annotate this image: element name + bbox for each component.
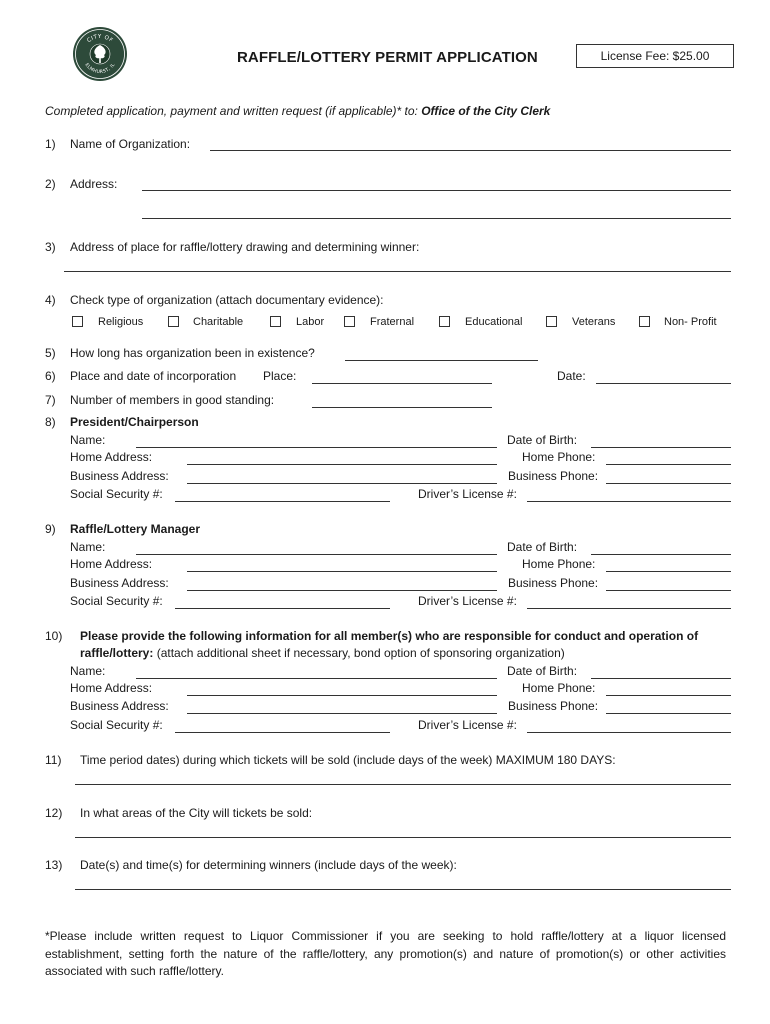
- q8-number: 8): [45, 415, 56, 429]
- q8-dob-label: Date of Birth:: [507, 433, 578, 447]
- option-veterans-label: Veterans: [572, 316, 616, 328]
- member-ssn-field[interactable]: [175, 732, 390, 733]
- q2-label: Address:: [70, 177, 118, 191]
- member-license-field[interactable]: [527, 732, 731, 733]
- city-seal-logo: [72, 26, 128, 82]
- president-home-address-field[interactable]: [187, 464, 497, 465]
- q9-name-label: Name:: [70, 540, 106, 554]
- option-educational-label: Educational: [465, 316, 523, 328]
- checkbox-fraternal[interactable]: [344, 316, 355, 327]
- president-business-phone-field[interactable]: [606, 483, 731, 484]
- manager-license-field[interactable]: [527, 608, 731, 609]
- page-title: RAFFLE/LOTTERY PERMIT APPLICATION: [237, 49, 538, 66]
- address-field-line-2[interactable]: [142, 218, 731, 219]
- option-charitable-label: Charitable: [193, 316, 244, 328]
- q8-license-label: Driver’s License #:: [418, 487, 517, 501]
- manager-business-address-field[interactable]: [187, 590, 497, 591]
- ticket-sale-dates-field[interactable]: [75, 784, 731, 785]
- checkbox-educational[interactable]: [439, 316, 450, 327]
- years-in-existence-field[interactable]: [345, 360, 538, 361]
- q6-label: Place and date of incorporation: [70, 369, 237, 383]
- q10-home-address-label: Home Address:: [70, 681, 153, 695]
- seal-emblem: [72, 26, 128, 82]
- q8-business-address-label: Business Address:: [70, 469, 169, 483]
- q9-home-phone-label: Home Phone:: [522, 557, 596, 571]
- q11-number: 11): [45, 753, 62, 767]
- president-business-address-field[interactable]: [187, 483, 497, 484]
- license-fee-box: License Fee: $25.00: [576, 44, 734, 68]
- q10-name-label: Name:: [70, 664, 106, 678]
- option-fraternal-label: Fraternal: [370, 316, 415, 328]
- checkbox-charitable[interactable]: [168, 316, 179, 327]
- q11-label: Time period dates) during which tickets will be sold (include days of the week) MAXIMUM 180 DAYS:: [80, 753, 616, 767]
- q4-number: 4): [45, 293, 56, 307]
- manager-ssn-field[interactable]: [175, 608, 390, 609]
- q9-license-label: Driver’s License #:: [418, 594, 517, 608]
- q8-home-address-label: Home Address:: [70, 450, 153, 464]
- q8-home-phone-label: Home Phone:: [522, 450, 596, 464]
- q13-label: Date(s) and time(s) for determining winners (include days of the week):: [80, 858, 457, 872]
- q8-name-label: Name:: [70, 433, 106, 447]
- q10-business-address-label: Business Address:: [70, 699, 169, 713]
- q3-number: 3): [45, 240, 56, 254]
- q9-heading: Raffle/Lottery Manager: [70, 522, 201, 536]
- q5-number: 5): [45, 346, 56, 360]
- member-home-address-field[interactable]: [187, 695, 497, 696]
- q7-number: 7): [45, 393, 56, 407]
- q9-number: 9): [45, 522, 56, 536]
- svg-text:CITY OF: CITY OF: [86, 33, 114, 45]
- manager-home-phone-field[interactable]: [606, 571, 731, 572]
- address-field-line-1[interactable]: [142, 190, 731, 191]
- q12-label: In what areas of the City will tickets be sold:: [80, 806, 313, 820]
- members-count-field[interactable]: [312, 407, 492, 408]
- incorporation-place-field[interactable]: [312, 383, 492, 384]
- checkbox-non-profit[interactable]: [639, 316, 650, 327]
- q9-business-address-label: Business Address:: [70, 576, 169, 590]
- organization-name-field[interactable]: [210, 150, 731, 151]
- checkbox-religious[interactable]: [72, 316, 83, 327]
- checkbox-veterans[interactable]: [546, 316, 557, 327]
- member-dob-field[interactable]: [591, 678, 731, 679]
- president-dob-field[interactable]: [591, 447, 731, 448]
- q9-business-phone-label: Business Phone:: [508, 576, 599, 590]
- option-non-profit-label: Non- Profit: [664, 316, 717, 328]
- q10-dob-label: Date of Birth:: [507, 664, 578, 678]
- q5-label: How long has organization been in existence?: [70, 346, 315, 360]
- member-business-address-field[interactable]: [187, 713, 497, 714]
- q9-dob-label: Date of Birth:: [507, 540, 578, 554]
- winner-determination-field[interactable]: [75, 889, 731, 890]
- member-home-phone-field[interactable]: [606, 695, 731, 696]
- q10-home-phone-label: Home Phone:: [522, 681, 596, 695]
- option-labor-label: Labor: [296, 316, 325, 328]
- q8-business-phone-label: Business Phone:: [508, 469, 599, 483]
- checkbox-labor[interactable]: [270, 316, 281, 327]
- president-home-phone-field[interactable]: [606, 464, 731, 465]
- q8-ssn-label: Social Security #:: [70, 487, 163, 501]
- manager-home-address-field[interactable]: [187, 571, 497, 572]
- q10-line2: [80, 646, 565, 660]
- manager-name-field[interactable]: [136, 554, 497, 555]
- q12-number: 12): [45, 806, 63, 820]
- president-license-field[interactable]: [527, 501, 731, 502]
- manager-business-phone-field[interactable]: [606, 590, 731, 591]
- manager-dob-field[interactable]: [591, 554, 731, 555]
- q10-license-label: Driver’s License #:: [418, 718, 517, 732]
- q10-line2-bold: raffle/lottery:: [80, 646, 154, 660]
- q10-number: 10): [45, 629, 63, 643]
- q6-date-label: Date:: [557, 369, 586, 383]
- q2-number: 2): [45, 177, 56, 191]
- q9-ssn-label: Social Security #:: [70, 594, 163, 608]
- q3-label: Address of place for raffle/lottery drawing and determining winner:: [70, 240, 420, 254]
- ticket-sale-areas-field[interactable]: [75, 837, 731, 838]
- q10-line2-rest: (attach additional sheet if necessary, bond option of sponsoring organization): [156, 646, 565, 660]
- option-religious-label: Religious: [98, 316, 144, 328]
- q6-place-label: Place:: [263, 369, 297, 383]
- q10-business-phone-label: Business Phone:: [508, 699, 599, 713]
- q7-label: Number of members in good standing:: [70, 393, 275, 407]
- drawing-address-field[interactable]: [64, 271, 731, 272]
- q9-home-address-label: Home Address:: [70, 557, 153, 571]
- q1-number: 1): [45, 137, 56, 151]
- q1-label: Name of Organization:: [70, 137, 191, 151]
- intro-instructions: Completed application, payment and written request (if applicable)* to:: [45, 104, 418, 118]
- incorporation-date-field[interactable]: [596, 383, 731, 384]
- q10-line1: Please provide the following information for all member(s) who are responsible for conduct and operation of: [80, 629, 699, 643]
- president-ssn-field[interactable]: [175, 501, 390, 502]
- president-name-field[interactable]: [136, 447, 497, 448]
- q10-ssn-label: Social Security #:: [70, 718, 163, 732]
- intro-text: [45, 104, 550, 118]
- q6-number: 6): [45, 369, 56, 383]
- q13-number: 13): [45, 858, 63, 872]
- intro-destination: Office of the City Clerk: [421, 104, 551, 118]
- member-name-field[interactable]: [136, 678, 497, 679]
- q8-heading: President/Chairperson: [70, 415, 199, 429]
- svg-text:ELMHURST, IL: ELMHURST, IL: [83, 62, 117, 76]
- footnote: *Please include written request to Liquor Commissioner if you are seeking to hold raffle/lottery at a liquor licensed establishment, setting forth the nature of the raffle/lottery, any promotion(s) and nature of promotion(s) or other activities associated with such raffle/lottery.: [45, 929, 726, 978]
- q4-label: Check type of organization (attach documentary evidence):: [70, 293, 384, 307]
- member-business-phone-field[interactable]: [606, 713, 731, 714]
